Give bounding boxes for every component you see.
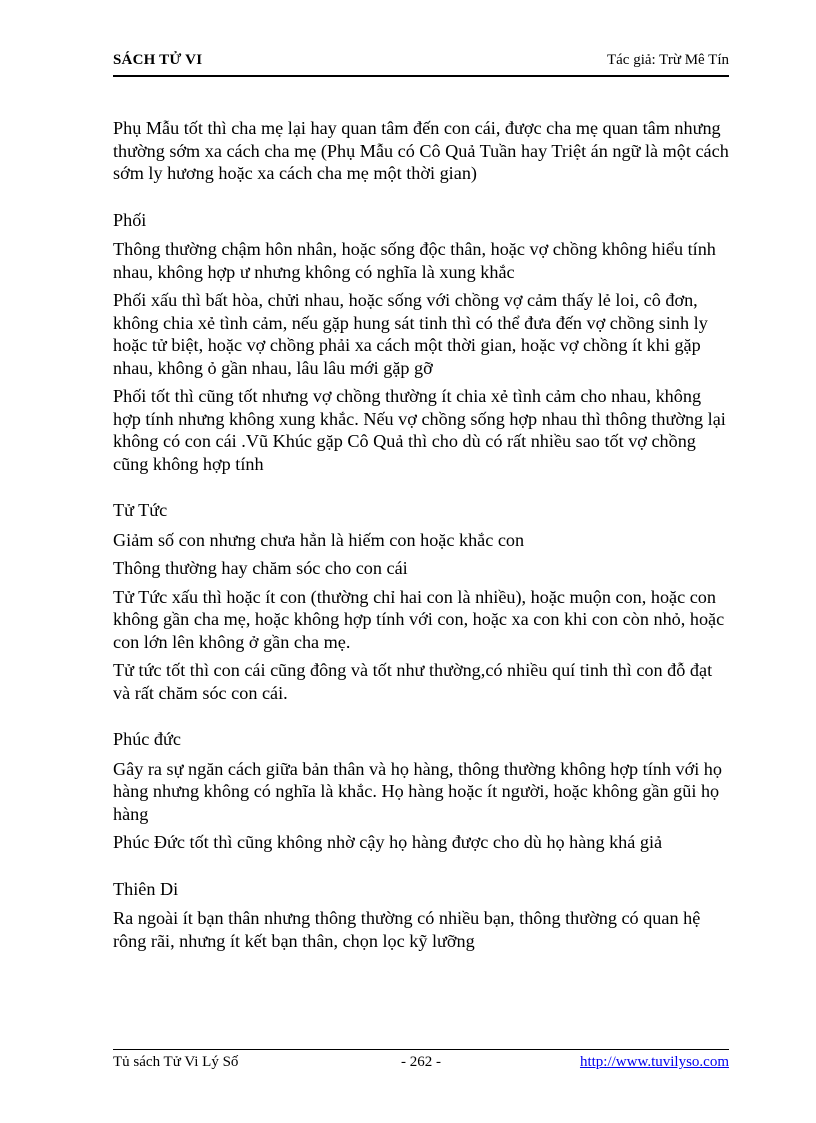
author-credit: Tác giả: Trừ Mê Tín bbox=[606, 52, 729, 68]
paragraph: Tử Tức xấu thì hoặc ít con (thường chỉ hai con là nhiều), hoặc muộn con, hoặc con không gần cha mẹ, hoặc không hợp tính với con, hoặc xa con khi con còn nhỏ, hoặc con lớn lên không ở gần cha mẹ. bbox=[113, 586, 725, 652]
page-content bbox=[113, 117, 733, 958]
paragraph: Gây ra sự ngăn cách giữa bản thân và họ hàng, thông thường không hợp tính với họ hàng nhưng không có nghĩa là khắc. Họ hàng hoặc ít người, hoặc không gần gũi họ hàng bbox=[113, 758, 722, 824]
paragraph: Phúc Đức tốt thì cũng không nhờ cậy họ hàng được cho dù họ hàng khá giả bbox=[113, 832, 663, 852]
paragraph: Ra ngoài ít bạn thân nhưng thông thường có nhiều bạn, thông thường có quan hệ rông rãi, nhưng ít kết bạn thân, chọn lọc kỹ lưỡng bbox=[113, 908, 701, 951]
paragraph: Thông thường hay chăm sóc cho con cái bbox=[113, 558, 408, 578]
section-thien-di bbox=[113, 878, 733, 953]
book-title: SÁCH TỬ VI bbox=[113, 52, 203, 68]
page-footer bbox=[113, 1049, 729, 1071]
paragraph: Tử tức tốt thì con cái cũng đông và tốt như thường,có nhiều quí tinh thì con đỗ đạt và rất chăm sóc con cái. bbox=[113, 660, 713, 703]
page-header bbox=[113, 52, 729, 77]
section-heading: Phối bbox=[113, 209, 147, 230]
footer-series-title: Tủ sách Tử Vi Lý Số bbox=[113, 1054, 239, 1070]
section-phoi bbox=[113, 209, 733, 476]
paragraph: Phối xấu thì bất hòa, chửi nhau, hoặc sống với chồng vợ cảm thấy lẻ loi, cô đơn, không chia xẻ tình cảm, nếu gặp hung sát tinh thì có thể đưa đến vợ chồng sinh ly hoặc tử biệt, hoặc vợ chồng phải xa cách một thời gian, hoặc vợ chồng ít khi gặp nhau, không ỏ gần nhau, lâu lâu mới gặp gỡ bbox=[113, 290, 708, 378]
paragraph: Thông thường chậm hôn nhân, hoặc sống độc thân, hoặc vợ chồng không hiểu tính nhau, không hợp ư nhưng không có nghĩa là xung khắc bbox=[113, 239, 716, 282]
section-phuc-duc bbox=[113, 728, 733, 854]
website-link[interactable]: http://www.tuvilyso.com bbox=[579, 1054, 729, 1070]
intro-paragraph: Phụ Mẫu tốt thì cha mẹ lại hay quan tâm đến con cái, được cha mẹ quan tâm nhưng thường sớm xa cách cha mẹ (Phụ Mẫu có Cô Quả Tuần hay Triệt án ngữ là một cách sớm ly hương hoặc xa cách cha mẹ một thời gian) bbox=[113, 118, 729, 183]
paragraph: Giảm số con nhưng chưa hẳn là hiếm con hoặc khắc con bbox=[113, 529, 525, 550]
section-heading: Tử Tức bbox=[113, 500, 168, 520]
section-heading: Thiên Di bbox=[113, 878, 179, 899]
section-heading: Phúc đức bbox=[113, 729, 181, 749]
page-number: - 262 - bbox=[401, 1054, 441, 1070]
paragraph: Phối tốt thì cũng tốt nhưng vợ chồng thường ít chia xẻ tình cảm cho nhau, không hợp tính nhưng không xung khắc. Nếu vợ chồng sống hợp nhau thì thông thường lại không có con cái .Vũ Khúc gặp Cô Quả thì cho dù có rất nhiều sao tốt vợ chồng cũng không hợp tính bbox=[113, 386, 726, 474]
section-tu-tuc bbox=[113, 499, 733, 704]
